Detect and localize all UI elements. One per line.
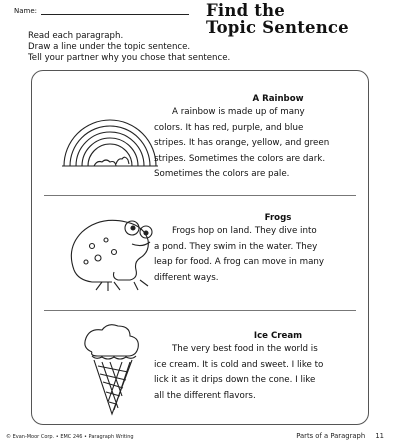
paragraph-line: ice cream. It is cold and sweet. I like to (154, 359, 324, 370)
paragraph-rainbow (154, 93, 362, 183)
paragraph-title: Ice Cream (253, 331, 303, 341)
name-label: Name: (14, 7, 38, 15)
paragraph-line: colors. It has red, purple, and blue (154, 122, 304, 133)
page-number: 11 (375, 432, 384, 440)
rainbow-icon (58, 108, 162, 170)
paragraph-line: different ways. (154, 272, 219, 283)
paragraph-line: a pond. They swim in the water. They (154, 241, 318, 252)
instruction-line: Draw a line under the topic sentence. (28, 42, 191, 53)
paragraph-line: Sometimes the colors are pale. (154, 169, 290, 180)
divider (44, 310, 356, 311)
paragraph-line: leap for food. A frog can move in many (154, 257, 325, 268)
frog-icon (62, 210, 158, 294)
instructions (28, 31, 230, 65)
paragraph-line: stripes. It has orange, yellow, and green (154, 138, 330, 149)
divider (44, 195, 356, 196)
paragraph-ice-cream (154, 330, 362, 404)
title-line-2: Topic Sentence (206, 18, 349, 37)
section-label: Parts of a Paragraph (296, 432, 366, 440)
instruction-line: Read each paragraph. (28, 31, 124, 41)
name-field (14, 6, 189, 15)
title-line-1: Find the (206, 1, 285, 20)
ice-cream-cone-icon (78, 322, 148, 418)
paragraph-line: stripes. Sometimes the colors are dark. (154, 153, 326, 164)
paragraph-line: Frogs hop on land. They dive into (172, 226, 317, 236)
section-footer (296, 432, 384, 440)
page-title (206, 2, 396, 36)
paragraph-title: Frogs (264, 213, 292, 223)
paragraph-line: lick it as it drips down the cone. I like (154, 375, 316, 386)
paragraph-title: A Rainbow (252, 94, 304, 104)
paragraph-frogs (154, 212, 362, 286)
paragraph-line: A rainbow is made up of many (172, 107, 305, 117)
name-line (41, 6, 189, 15)
instruction-line: Tell your partner why you chose that sentence. (28, 53, 231, 64)
paragraph-line: The very best food in the world is (172, 344, 318, 354)
copyright-footer: © Evan-Moor Corp. • EMC 246 • Paragraph Writing (6, 434, 134, 440)
paragraph-line: all the different flavors. (154, 390, 256, 401)
